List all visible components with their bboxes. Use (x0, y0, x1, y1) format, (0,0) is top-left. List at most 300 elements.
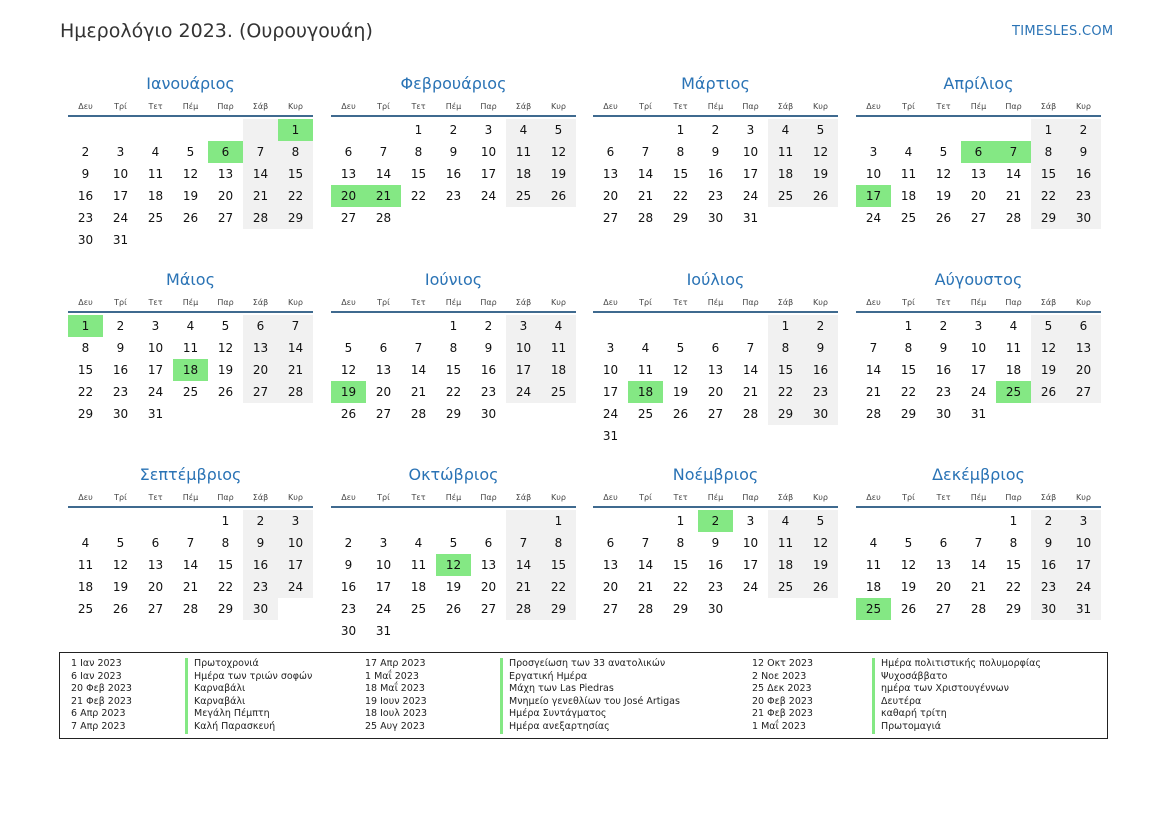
day-cell[interactable]: 15 (1005, 558, 1022, 572)
day-cell[interactable]: 14 (970, 558, 987, 572)
day-cell[interactable]: 22 (768, 381, 803, 403)
day-cell[interactable]: 5 (939, 145, 948, 159)
day-cell[interactable]: 2 (81, 145, 90, 159)
day-cell[interactable]: 8 (278, 141, 313, 163)
day-cell[interactable]: 27 (935, 602, 952, 616)
day-cell[interactable]: 6 (606, 145, 615, 159)
day-cell[interactable]: 18 (147, 189, 164, 203)
day-cell[interactable]: 13 (935, 558, 952, 572)
day-cell[interactable]: 15 (768, 359, 803, 381)
day-cell[interactable]: 14 (865, 363, 882, 377)
day-cell[interactable]: 20 (602, 580, 619, 594)
day-cell[interactable]: 9 (1031, 532, 1066, 554)
day-cell[interactable]: 17 (970, 363, 987, 377)
day-cell[interactable]: 15 (672, 558, 689, 572)
day-cell[interactable]: 4 (869, 536, 878, 550)
day-cell[interactable]: 2 (803, 315, 838, 337)
day-cell[interactable]: 14 (742, 363, 759, 377)
day-cell[interactable]: 11 (147, 167, 164, 181)
holiday-day-cell[interactable]: 20 (331, 185, 366, 207)
holiday-day-cell[interactable]: 6 (208, 141, 243, 163)
day-cell[interactable]: 22 (410, 189, 427, 203)
day-cell[interactable]: 9 (484, 341, 493, 355)
day-cell[interactable]: 19 (112, 580, 129, 594)
day-cell[interactable]: 23 (340, 602, 357, 616)
day-cell[interactable]: 27 (1066, 381, 1101, 403)
day-cell[interactable]: 22 (77, 385, 94, 399)
day-cell[interactable]: 2 (484, 319, 493, 333)
day-cell[interactable]: 13 (375, 363, 392, 377)
day-cell[interactable]: 12 (803, 141, 838, 163)
day-cell[interactable]: 14 (278, 337, 313, 359)
day-cell[interactable]: 11 (865, 558, 882, 572)
day-cell[interactable]: 7 (414, 341, 423, 355)
day-cell[interactable]: 11 (410, 558, 427, 572)
day-cell[interactable]: 24 (375, 602, 392, 616)
day-cell[interactable]: 28 (970, 602, 987, 616)
day-cell[interactable]: 27 (243, 381, 278, 403)
day-cell[interactable]: 28 (243, 207, 278, 229)
day-cell[interactable]: 13 (340, 167, 357, 181)
day-cell[interactable]: 29 (278, 207, 313, 229)
day-cell[interactable]: 14 (637, 167, 654, 181)
day-cell[interactable]: 22 (217, 580, 234, 594)
day-cell[interactable]: 25 (77, 602, 94, 616)
day-cell[interactable]: 15 (900, 363, 917, 377)
day-cell[interactable]: 1 (768, 315, 803, 337)
day-cell[interactable]: 13 (602, 558, 619, 572)
day-cell[interactable]: 30 (112, 407, 129, 421)
day-cell[interactable]: 9 (803, 337, 838, 359)
day-cell[interactable]: 15 (445, 363, 462, 377)
day-cell[interactable]: 12 (900, 558, 917, 572)
day-cell[interactable]: 2 (1031, 510, 1066, 532)
holiday-day-cell[interactable]: 25 (996, 381, 1031, 403)
day-cell[interactable]: 22 (900, 385, 917, 399)
day-cell[interactable]: 9 (939, 341, 948, 355)
day-cell[interactable]: 27 (217, 211, 234, 225)
day-cell[interactable]: 1 (1009, 514, 1018, 528)
day-cell[interactable]: 15 (217, 558, 234, 572)
day-cell[interactable]: 10 (147, 341, 164, 355)
day-cell[interactable]: 4 (414, 536, 423, 550)
day-cell[interactable]: 23 (445, 189, 462, 203)
day-cell[interactable]: 8 (768, 337, 803, 359)
day-cell[interactable]: 23 (707, 580, 724, 594)
day-cell[interactable]: 11 (77, 558, 94, 572)
day-cell[interactable]: 5 (116, 536, 125, 550)
day-cell[interactable]: 20 (1066, 359, 1101, 381)
day-cell[interactable]: 2 (1066, 119, 1101, 141)
brand-link[interactable]: TIMESLES.COM (1012, 24, 1114, 39)
day-cell[interactable]: 8 (904, 341, 913, 355)
day-cell[interactable]: 3 (116, 145, 125, 159)
day-cell[interactable]: 12 (112, 558, 129, 572)
holiday-day-cell[interactable]: 18 (628, 381, 663, 403)
day-cell[interactable]: 11 (506, 141, 541, 163)
day-cell[interactable]: 1 (541, 510, 576, 532)
day-cell[interactable]: 12 (803, 532, 838, 554)
day-cell[interactable]: 18 (865, 580, 882, 594)
day-cell[interactable]: 20 (147, 580, 164, 594)
day-cell[interactable]: 1 (414, 123, 423, 137)
day-cell[interactable]: 10 (375, 558, 392, 572)
day-cell[interactable]: 19 (217, 363, 234, 377)
day-cell[interactable]: 27 (707, 407, 724, 421)
day-cell[interactable]: 11 (637, 363, 654, 377)
day-cell[interactable]: 6 (243, 315, 278, 337)
day-cell[interactable]: 3 (869, 145, 878, 159)
day-cell[interactable]: 21 (865, 385, 882, 399)
day-cell[interactable]: 17 (112, 189, 129, 203)
day-cell[interactable]: 7 (641, 536, 650, 550)
day-cell[interactable]: 21 (637, 189, 654, 203)
day-cell[interactable]: 22 (278, 185, 313, 207)
day-cell[interactable]: 4 (768, 510, 803, 532)
day-cell[interactable]: 2 (711, 123, 720, 137)
day-cell[interactable]: 9 (711, 145, 720, 159)
day-cell[interactable]: 26 (182, 211, 199, 225)
day-cell[interactable]: 22 (541, 576, 576, 598)
holiday-day-cell[interactable]: 17 (856, 185, 891, 207)
day-cell[interactable]: 27 (480, 602, 497, 616)
day-cell[interactable]: 7 (869, 341, 878, 355)
day-cell[interactable]: 14 (243, 163, 278, 185)
day-cell[interactable]: 31 (602, 429, 619, 443)
day-cell[interactable]: 9 (81, 167, 90, 181)
day-cell[interactable]: 20 (970, 189, 987, 203)
day-cell[interactable]: 7 (974, 536, 983, 550)
day-cell[interactable]: 19 (935, 189, 952, 203)
day-cell[interactable]: 31 (375, 624, 392, 638)
day-cell[interactable]: 1 (221, 514, 230, 528)
day-cell[interactable]: 17 (480, 167, 497, 181)
day-cell[interactable]: 10 (602, 363, 619, 377)
day-cell[interactable]: 17 (278, 554, 313, 576)
day-cell[interactable]: 23 (243, 576, 278, 598)
day-cell[interactable]: 19 (541, 163, 576, 185)
day-cell[interactable]: 30 (77, 233, 94, 247)
day-cell[interactable]: 4 (541, 315, 576, 337)
day-cell[interactable]: 16 (480, 363, 497, 377)
day-cell[interactable]: 5 (803, 119, 838, 141)
day-cell[interactable]: 16 (1031, 554, 1066, 576)
day-cell[interactable]: 30 (1031, 598, 1066, 620)
day-cell[interactable]: 30 (480, 407, 497, 421)
day-cell[interactable]: 10 (112, 167, 129, 181)
day-cell[interactable]: 8 (676, 536, 685, 550)
day-cell[interactable]: 6 (606, 536, 615, 550)
day-cell[interactable]: 17 (375, 580, 392, 594)
day-cell[interactable]: 3 (746, 123, 755, 137)
day-cell[interactable]: 30 (340, 624, 357, 638)
day-cell[interactable]: 9 (116, 341, 125, 355)
day-cell[interactable]: 26 (672, 407, 689, 421)
day-cell[interactable]: 17 (602, 385, 619, 399)
day-cell[interactable]: 26 (900, 602, 917, 616)
day-cell[interactable]: 23 (480, 385, 497, 399)
day-cell[interactable]: 18 (768, 163, 803, 185)
day-cell[interactable]: 28 (278, 381, 313, 403)
day-cell[interactable]: 28 (410, 407, 427, 421)
day-cell[interactable]: 15 (541, 554, 576, 576)
day-cell[interactable]: 16 (445, 167, 462, 181)
day-cell[interactable]: 31 (112, 233, 129, 247)
day-cell[interactable]: 27 (970, 211, 987, 225)
day-cell[interactable]: 13 (217, 167, 234, 181)
day-cell[interactable]: 10 (506, 337, 541, 359)
day-cell[interactable]: 4 (904, 145, 913, 159)
day-cell[interactable]: 13 (707, 363, 724, 377)
day-cell[interactable]: 14 (375, 167, 392, 181)
day-cell[interactable]: 8 (449, 341, 458, 355)
holiday-day-cell[interactable]: 2 (698, 510, 733, 532)
day-cell[interactable]: 27 (375, 407, 392, 421)
day-cell[interactable]: 14 (637, 558, 654, 572)
day-cell[interactable]: 9 (1066, 141, 1101, 163)
day-cell[interactable]: 16 (243, 554, 278, 576)
day-cell[interactable]: 25 (900, 211, 917, 225)
day-cell[interactable]: 30 (707, 211, 724, 225)
day-cell[interactable]: 5 (803, 510, 838, 532)
day-cell[interactable]: 6 (379, 341, 388, 355)
day-cell[interactable]: 16 (707, 558, 724, 572)
day-cell[interactable]: 16 (340, 580, 357, 594)
day-cell[interactable]: 7 (278, 315, 313, 337)
day-cell[interactable]: 28 (742, 407, 759, 421)
day-cell[interactable]: 13 (147, 558, 164, 572)
day-cell[interactable]: 24 (480, 189, 497, 203)
day-cell[interactable]: 24 (506, 381, 541, 403)
day-cell[interactable]: 12 (340, 363, 357, 377)
day-cell[interactable]: 18 (1005, 363, 1022, 377)
day-cell[interactable]: 1 (676, 514, 685, 528)
day-cell[interactable]: 14 (1005, 167, 1022, 181)
day-cell[interactable]: 29 (541, 598, 576, 620)
day-cell[interactable]: 6 (1066, 315, 1101, 337)
day-cell[interactable]: 2 (344, 536, 353, 550)
day-cell[interactable]: 28 (1005, 211, 1022, 225)
day-cell[interactable]: 26 (935, 211, 952, 225)
day-cell[interactable]: 25 (637, 407, 654, 421)
day-cell[interactable]: 30 (1066, 207, 1101, 229)
day-cell[interactable]: 31 (742, 211, 759, 225)
day-cell[interactable]: 4 (186, 319, 195, 333)
day-cell[interactable]: 30 (935, 407, 952, 421)
day-cell[interactable]: 10 (865, 167, 882, 181)
day-cell[interactable]: 25 (506, 185, 541, 207)
day-cell[interactable]: 20 (935, 580, 952, 594)
day-cell[interactable]: 28 (375, 211, 392, 225)
day-cell[interactable]: 16 (803, 359, 838, 381)
day-cell[interactable]: 25 (541, 381, 576, 403)
day-cell[interactable]: 19 (445, 580, 462, 594)
day-cell[interactable]: 5 (344, 341, 353, 355)
day-cell[interactable]: 11 (768, 141, 803, 163)
day-cell[interactable]: 19 (182, 189, 199, 203)
day-cell[interactable]: 28 (637, 211, 654, 225)
day-cell[interactable]: 21 (1005, 189, 1022, 203)
day-cell[interactable]: 17 (506, 359, 541, 381)
day-cell[interactable]: 1 (904, 319, 913, 333)
day-cell[interactable]: 15 (672, 167, 689, 181)
day-cell[interactable]: 22 (672, 189, 689, 203)
day-cell[interactable]: 24 (742, 580, 759, 594)
day-cell[interactable]: 8 (541, 532, 576, 554)
day-cell[interactable]: 23 (1031, 576, 1066, 598)
day-cell[interactable]: 27 (602, 602, 619, 616)
day-cell[interactable]: 27 (147, 602, 164, 616)
day-cell[interactable]: 8 (1031, 141, 1066, 163)
day-cell[interactable]: 10 (480, 145, 497, 159)
day-cell[interactable]: 2 (939, 319, 948, 333)
day-cell[interactable]: 29 (77, 407, 94, 421)
day-cell[interactable]: 31 (1066, 598, 1101, 620)
day-cell[interactable]: 23 (935, 385, 952, 399)
day-cell[interactable]: 18 (900, 189, 917, 203)
day-cell[interactable]: 8 (221, 536, 230, 550)
day-cell[interactable]: 6 (344, 145, 353, 159)
day-cell[interactable]: 14 (182, 558, 199, 572)
day-cell[interactable]: 17 (742, 558, 759, 572)
day-cell[interactable]: 12 (1031, 337, 1066, 359)
holiday-day-cell[interactable]: 25 (856, 598, 891, 620)
day-cell[interactable]: 11 (768, 532, 803, 554)
day-cell[interactable]: 5 (186, 145, 195, 159)
day-cell[interactable]: 25 (182, 385, 199, 399)
day-cell[interactable]: 15 (278, 163, 313, 185)
day-cell[interactable]: 16 (1066, 163, 1101, 185)
day-cell[interactable]: 20 (707, 385, 724, 399)
day-cell[interactable]: 21 (278, 359, 313, 381)
day-cell[interactable]: 29 (672, 602, 689, 616)
day-cell[interactable]: 23 (112, 385, 129, 399)
day-cell[interactable]: 17 (147, 363, 164, 377)
day-cell[interactable]: 1 (1031, 119, 1066, 141)
day-cell[interactable]: 23 (77, 211, 94, 225)
day-cell[interactable]: 3 (151, 319, 160, 333)
day-cell[interactable]: 2 (116, 319, 125, 333)
holiday-day-cell[interactable]: 7 (996, 141, 1031, 163)
day-cell[interactable]: 30 (803, 403, 838, 425)
day-cell[interactable]: 5 (541, 119, 576, 141)
day-cell[interactable]: 13 (1066, 337, 1101, 359)
day-cell[interactable]: 13 (602, 167, 619, 181)
holiday-day-cell[interactable]: 18 (173, 359, 208, 381)
day-cell[interactable]: 26 (803, 185, 838, 207)
day-cell[interactable]: 4 (81, 536, 90, 550)
day-cell[interactable]: 29 (445, 407, 462, 421)
day-cell[interactable]: 21 (506, 576, 541, 598)
day-cell[interactable]: 3 (606, 341, 615, 355)
day-cell[interactable]: 26 (445, 602, 462, 616)
day-cell[interactable]: 25 (410, 602, 427, 616)
day-cell[interactable]: 28 (865, 407, 882, 421)
day-cell[interactable]: 9 (711, 536, 720, 550)
day-cell[interactable]: 29 (768, 403, 803, 425)
day-cell[interactable]: 29 (1031, 207, 1066, 229)
day-cell[interactable]: 7 (379, 145, 388, 159)
day-cell[interactable]: 19 (1031, 359, 1066, 381)
day-cell[interactable]: 31 (970, 407, 987, 421)
day-cell[interactable]: 29 (217, 602, 234, 616)
day-cell[interactable]: 17 (1066, 554, 1101, 576)
holiday-day-cell[interactable]: 1 (68, 315, 103, 337)
day-cell[interactable]: 13 (970, 167, 987, 181)
day-cell[interactable]: 9 (243, 532, 278, 554)
day-cell[interactable]: 30 (707, 602, 724, 616)
day-cell[interactable]: 8 (676, 145, 685, 159)
day-cell[interactable]: 1 (676, 123, 685, 137)
day-cell[interactable]: 6 (484, 536, 493, 550)
day-cell[interactable]: 25 (147, 211, 164, 225)
day-cell[interactable]: 13 (243, 337, 278, 359)
day-cell[interactable]: 20 (602, 189, 619, 203)
day-cell[interactable]: 29 (900, 407, 917, 421)
day-cell[interactable]: 21 (742, 385, 759, 399)
day-cell[interactable]: 23 (707, 189, 724, 203)
day-cell[interactable]: 24 (1066, 576, 1101, 598)
day-cell[interactable]: 21 (970, 580, 987, 594)
day-cell[interactable]: 10 (1066, 532, 1101, 554)
day-cell[interactable]: 4 (641, 341, 650, 355)
holiday-day-cell[interactable]: 1 (278, 119, 313, 141)
day-cell[interactable]: 16 (112, 363, 129, 377)
day-cell[interactable]: 11 (541, 337, 576, 359)
day-cell[interactable]: 22 (672, 580, 689, 594)
day-cell[interactable]: 2 (243, 510, 278, 532)
day-cell[interactable]: 14 (506, 554, 541, 576)
day-cell[interactable]: 24 (742, 189, 759, 203)
day-cell[interactable]: 12 (182, 167, 199, 181)
day-cell[interactable]: 23 (803, 381, 838, 403)
day-cell[interactable]: 3 (506, 315, 541, 337)
day-cell[interactable]: 24 (147, 385, 164, 399)
day-cell[interactable]: 12 (672, 363, 689, 377)
day-cell[interactable]: 13 (480, 558, 497, 572)
day-cell[interactable]: 20 (243, 359, 278, 381)
day-cell[interactable]: 28 (182, 602, 199, 616)
day-cell[interactable]: 6 (939, 536, 948, 550)
day-cell[interactable]: 3 (484, 123, 493, 137)
day-cell[interactable]: 20 (375, 385, 392, 399)
day-cell[interactable]: 21 (243, 185, 278, 207)
day-cell[interactable]: 28 (637, 602, 654, 616)
day-cell[interactable]: 6 (711, 341, 720, 355)
day-cell[interactable]: 4 (768, 119, 803, 141)
day-cell[interactable]: 19 (803, 554, 838, 576)
day-cell[interactable]: 31 (147, 407, 164, 421)
day-cell[interactable]: 7 (186, 536, 195, 550)
day-cell[interactable]: 10 (742, 536, 759, 550)
day-cell[interactable]: 10 (742, 145, 759, 159)
day-cell[interactable]: 26 (803, 576, 838, 598)
day-cell[interactable]: 12 (217, 341, 234, 355)
day-cell[interactable]: 24 (865, 211, 882, 225)
holiday-day-cell[interactable]: 6 (961, 141, 996, 163)
day-cell[interactable]: 24 (602, 407, 619, 421)
day-cell[interactable]: 11 (182, 341, 199, 355)
day-cell[interactable]: 25 (768, 576, 803, 598)
day-cell[interactable]: 12 (935, 167, 952, 181)
holiday-day-cell[interactable]: 19 (331, 381, 366, 403)
day-cell[interactable]: 19 (672, 385, 689, 399)
day-cell[interactable]: 30 (243, 598, 278, 620)
day-cell[interactable]: 27 (340, 211, 357, 225)
day-cell[interactable]: 1 (449, 319, 458, 333)
day-cell[interactable]: 8 (81, 341, 90, 355)
day-cell[interactable]: 3 (278, 510, 313, 532)
